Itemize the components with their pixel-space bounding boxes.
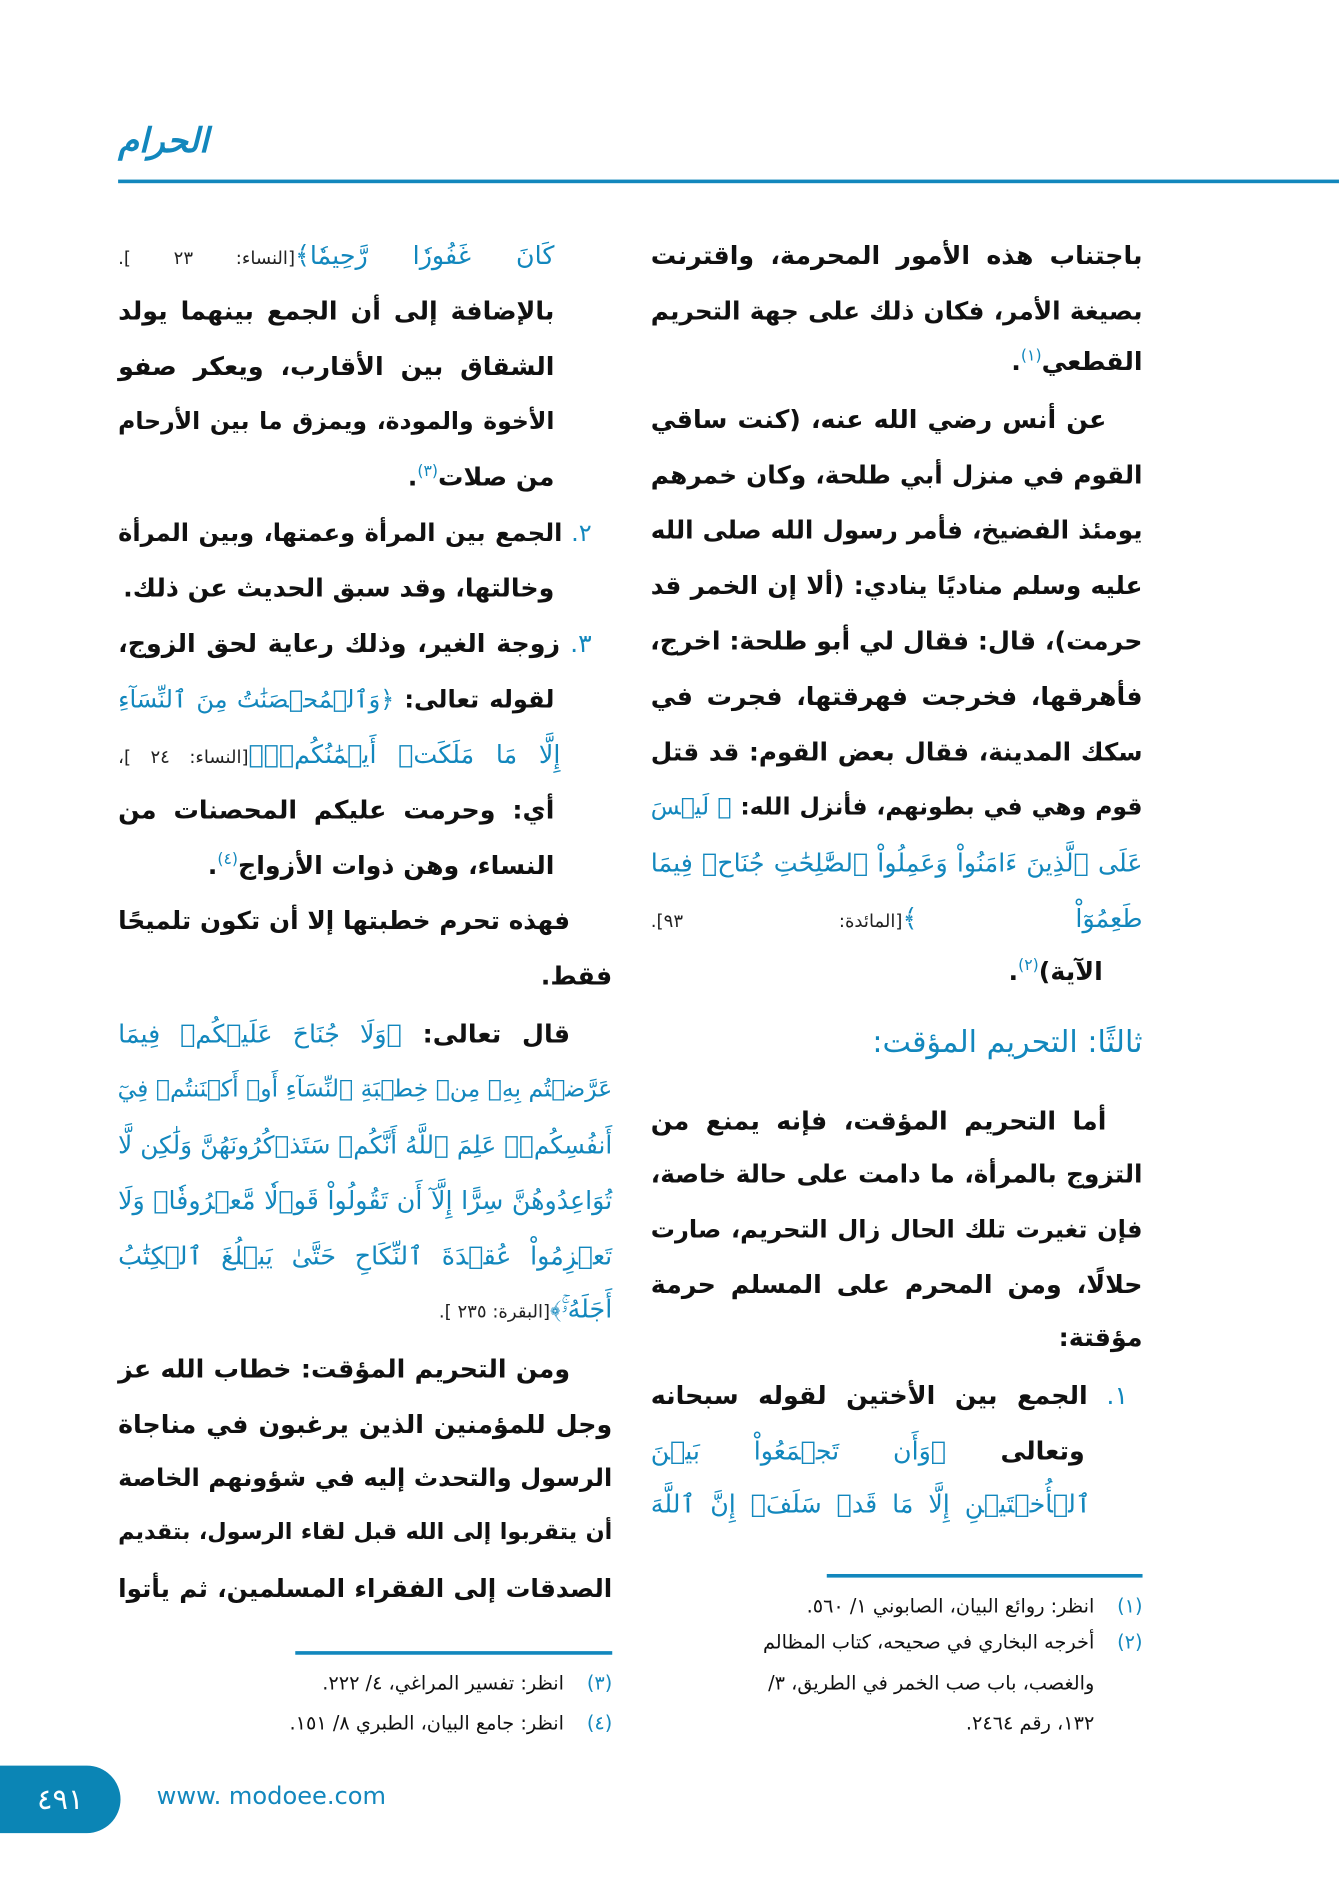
body-text: القوم في منزل أبي طلحة، وكان خمرهم [650, 460, 1143, 490]
body-text: أن يتقربوا إلى الله قبل لقاء الرسول، بتقديم [118, 1519, 613, 1546]
body-text: قال تعالى: [401, 1019, 571, 1049]
footnote [0, 1666, 612, 1702]
text-line [651, 669, 1143, 724]
text-line [651, 724, 1143, 779]
text-line [651, 283, 1143, 338]
quran-verse: أَنفُسِكُمۡۚ عَلِمَ ٱللَّهُ أَنَّكُمۡ سَتَذۡكُرُونَهُنَّ وَلَٰكِن لَّا [118, 1130, 613, 1160]
text-line [118, 1281, 612, 1336]
verse-reference: [النساء: ٢٤ ]، [118, 746, 249, 768]
body-text: القطعي [1041, 347, 1143, 377]
text-line [651, 1368, 1143, 1423]
text-line [651, 1423, 1143, 1478]
text-line [118, 1173, 612, 1228]
text-line [118, 1062, 612, 1117]
verse-reference: [النساء: ٢٣ ]. [118, 247, 296, 269]
footnote-number: (٣) [586, 1671, 613, 1695]
left-text-column [117, 0, 613, 1603]
text-line [651, 392, 1143, 447]
footnote-text: انظر: جامع البيان، الطبري ٨/ ١٥١. [289, 1711, 565, 1735]
body-text: مؤقتة: [1058, 1323, 1143, 1353]
quran-verse: إِلَّا مَا مَلَكَتۡ أَيۡمَٰنُكُمۡۖ﴾ [248, 739, 561, 769]
text-line [118, 671, 612, 726]
text-line [118, 1228, 612, 1283]
text-line [651, 1310, 1143, 1365]
footnote-text: ١٣٢، رقم ٢٤٦٤. [965, 1711, 1095, 1735]
footnote-marker[interactable]: (٤) [217, 850, 239, 869]
footnote-text: أخرجه البخاري في صحيحه، كتاب المظالم [762, 1630, 1095, 1654]
body-text: وخالتها، وقد سبق الحديث عن ذلك. [123, 573, 555, 603]
quran-verse: ﴿ لَيۡسَ [650, 793, 732, 821]
footnote-marker[interactable]: (١) [1020, 347, 1042, 366]
body-text: فإن تغيرت تلك الحال زال التحريم، صارت [650, 1214, 1143, 1244]
body-text: التزوج بالمرأة، ما دامت على حالة خاصة، [650, 1159, 1143, 1189]
quran-verse: عَلَى ٱلَّذِينَ ءَامَنُواْ وَعَمِلُواْ ٱلصَّٰلِحَٰتِ جُنَاحٞ فِيمَا [650, 848, 1143, 878]
text-line [651, 944, 1143, 999]
text-line [118, 838, 612, 893]
footnote-text: والغصب، باب صب الخمر في الطريق، ٣/ [768, 1671, 1095, 1695]
section-heading: ثالثًا: التحريم المؤقت: [872, 1024, 1143, 1060]
text-line [118, 339, 612, 394]
text-line [651, 558, 1143, 613]
body-text: الشقاق بين الأقارب، ويعكر صفو [118, 351, 555, 381]
quran-verse: ﴿وَٱلۡمُحۡصَنَٰتُ مِنَ ٱلنِّسَآءِ [118, 684, 395, 714]
verse-reference: [المائدة: ٩٣]. [650, 909, 903, 932]
chapter-header-title: الحرام [118, 120, 209, 161]
text-line [118, 1006, 612, 1061]
footnote [0, 1625, 1143, 1661]
body-text: الرسول والتحدث إليه في شؤونهم الخاصة [118, 1463, 613, 1493]
footnote-marker[interactable]: (٣) [417, 462, 439, 481]
body-text: فأهرقها، فخرجت فهرقتها، فجرت في [650, 682, 1143, 712]
body-text: فقط. [540, 961, 613, 991]
quran-verse: تَعۡزِمُواْ عُقۡدَةَ ٱلنِّكَاحِ حَتَّىٰ يَبۡلُغَ ٱلۡكِتَٰبُ [118, 1241, 613, 1271]
quran-verse: كَانَ غَفُورٗا رَّحِيمٗا﴾ [295, 241, 555, 270]
text-line [118, 1450, 612, 1505]
text-line [651, 1476, 1143, 1531]
footnote-number: (٤) [586, 1711, 613, 1735]
body-text: ومن التحريم المؤقت: خطاب الله عز [118, 1354, 571, 1384]
body-text: زوجة الغير، وذلك رعاية لحق الزوج، [118, 629, 561, 659]
text-line [118, 228, 612, 283]
text-line [118, 283, 612, 338]
text-line [118, 616, 612, 671]
body-text: . [1008, 956, 1019, 986]
text-line [118, 782, 612, 837]
footnote [0, 1705, 612, 1741]
body-text: بصيغة الأمر، فكان ذلك على جهة التحريم [650, 296, 1143, 326]
body-text: الصدقات إلى الفقراء المسلمين، ثم يأتوا [118, 1573, 613, 1603]
text-line [651, 1202, 1143, 1257]
verse-reference: [البقرة: ٢٣٥ ]. [438, 1300, 551, 1323]
text-line [651, 334, 1143, 389]
body-text: وجل للمؤمنين الذين يرغبون في مناجاة [118, 1410, 613, 1440]
body-text: عن أنس رضي الله عنه، (كنت ساقي [650, 404, 1107, 434]
text-line [651, 447, 1143, 502]
body-text: سكك المدينة، فقال بعض القوم: قد قتل [650, 737, 1143, 767]
list-number: ٣. [560, 629, 592, 659]
footnote-marker[interactable]: (٢) [1018, 956, 1039, 976]
body-text: أما التحريم المؤقت، فإنه يمنع من [650, 1106, 1107, 1136]
body-text: حلالًا، ومن المحرم على المسلم حرمة [650, 1270, 1143, 1300]
footnote [0, 1588, 1143, 1624]
footnote-divider-right [827, 1574, 1143, 1578]
text-line [118, 1117, 612, 1172]
body-text: وتعالى [946, 1436, 1085, 1466]
text-line [118, 505, 612, 560]
text-line [651, 1093, 1143, 1148]
text-line [118, 394, 612, 449]
text-line [651, 613, 1143, 668]
body-text: بالإضافة إلى أن الجمع بينهما يولد [118, 296, 555, 326]
body-text: باجتناب هذه الأمور المحرمة، واقترنت [650, 241, 1143, 270]
body-text: عليه وسلم مناديًا ينادي: (ألا إن الخمر قد [650, 571, 1143, 601]
quran-verse: أَجَلَهُۥۚ﴾ [550, 1294, 613, 1324]
text-line [118, 893, 612, 948]
text-line [651, 1015, 1143, 1070]
text-line [118, 727, 612, 782]
text-line [651, 1146, 1143, 1201]
list-number: ٢. [562, 518, 592, 548]
quran-verse: ﴿وَلَا جُنَاحَ عَلَيۡكُمۡ فِيمَا [118, 1019, 402, 1049]
list-number: ١. [1087, 1381, 1129, 1411]
text-line [651, 891, 1143, 946]
footnote-number: (١) [1117, 1594, 1143, 1618]
footnote-text: انظر: تفسير المراغي، ٤/ ٢٢٢. [322, 1671, 565, 1695]
footnote-number: (٢) [1117, 1630, 1143, 1654]
footnote-text: انظر: روائع البيان، الصابوني ١/ ٥٦٠. [806, 1594, 1095, 1618]
body-text: يومئذ الفضيخ، فأمر رسول الله صلى الله [650, 515, 1143, 545]
text-line [651, 780, 1143, 835]
quran-verse: ﴿وَأَن تَجۡمَعُواْ بَيۡنَ [650, 1436, 947, 1466]
text-line [651, 835, 1143, 890]
text-line [651, 1257, 1143, 1312]
body-text: فهذه تحرم خطبتها إلا أن تكون تلميحًا [118, 906, 571, 936]
quran-verse: ٱلۡأُخۡتَيۡنِ إِلَّا مَا قَدۡ سَلَفَۚ إِنَّ ٱللَّهَ [650, 1489, 1091, 1519]
body-text: الآية) [1038, 956, 1103, 986]
text-line [118, 1505, 612, 1560]
body-text: أي: وحرمت عليكم المحصنات من [118, 795, 555, 825]
quran-verse: طَعِمُوٓاْ ﴾ [902, 903, 1143, 933]
body-text: من صلات [438, 462, 555, 492]
quran-verse: عَرَّضۡتُم بِهِۦ مِنۡ خِطۡبَةِ ٱلنِّسَآءِ أَوۡ أَكۡنَنتُمۡ فِيٓ [117, 1075, 613, 1103]
body-text: الأخوة والمودة، ويمزق ما بين الأرحام [118, 407, 555, 436]
body-text: . [407, 462, 418, 492]
text-line [118, 450, 612, 505]
body-text: النساء، وهن ذوات الأزواج [238, 850, 555, 880]
right-text-column [651, 0, 1143, 1567]
text-line [118, 948, 612, 1003]
text-line [651, 503, 1143, 558]
text-line [651, 228, 1143, 283]
body-text: حرمت)، قال: فقال لي أبو طلحة: اخرج، [650, 626, 1143, 656]
body-text: الجمع بين الأختين لقوله سبحانه [650, 1381, 1088, 1411]
body-text: . [207, 850, 218, 880]
text-line [118, 1341, 612, 1396]
quran-verse: تُوَاعِدُوهُنَّ سِرًّا إِلَّآ أَن تَقُولُواْ قَوۡلٗا مَّعۡرُوفٗاۚ وَلَا [118, 1185, 613, 1215]
website-link[interactable]: www. modoee.com [156, 1781, 387, 1811]
body-text: لقوله تعالى: [394, 684, 555, 714]
text-line [118, 1397, 612, 1452]
text-line [118, 560, 612, 615]
body-text: قوم وهي في بطونهم، فأنزل الله: [731, 793, 1143, 821]
body-text: الجمع بين المرأة وعمتها، وبين المرأة [118, 518, 563, 548]
page-number: ٤٩١ [0, 1766, 121, 1833]
body-text: . [1011, 347, 1021, 377]
